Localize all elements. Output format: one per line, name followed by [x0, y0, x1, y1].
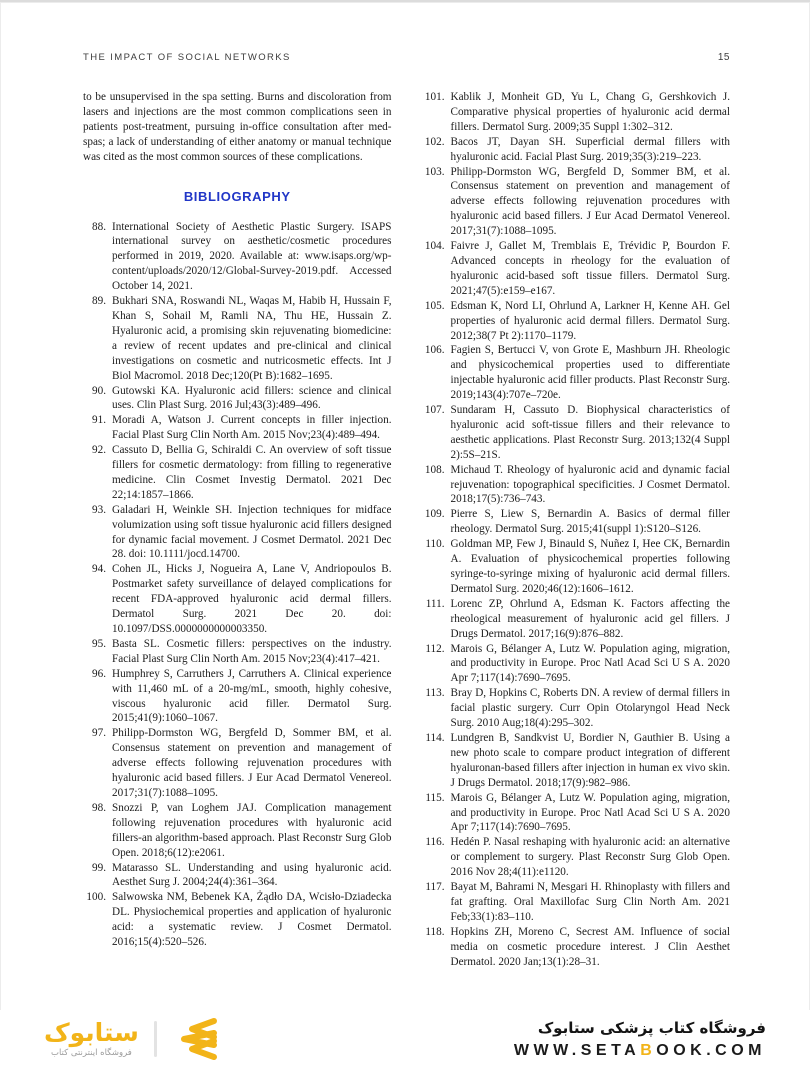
reference-text: Hopkins ZH, Moreno C, Secrest AM. Influence of social media on cosmetic procedure interest. J Clin Aesthet Dermatol. 2020 Jan;13(1):28–31.: [450, 925, 730, 968]
reference-number: 101.: [424, 91, 445, 103]
reference-text: Salwowska NM, Bebenek KA, Żądło DA, Wcisło-Dziadecka DL. Physiochemical properties and application of hyaluronic acid: a systematic review. J Cosmet Dermatol. 2016;15(4):520–526.: [112, 891, 392, 949]
reference-item: [422, 90, 731, 135]
reference-item: [83, 801, 392, 861]
reference-item: [422, 343, 731, 403]
footer-divider: [154, 1021, 157, 1057]
reference-text: Bray D, Hopkins C, Roberts DN. A review of dermal fillers in facial plastic surgery. Curr Opin Otolaryngol Head Neck Surg. 2010 Aug;18(4):295–302.: [450, 687, 730, 730]
reference-number: 111.: [425, 597, 445, 610]
reference-text: Marois G, Bélanger A, Lutz W. Population aging, migration, and productivity in Europe. Proc Natl Acad Sci U S A. 2020 Apr 7;117(14):7690–7695.: [450, 791, 730, 834]
url-accent-letter: B: [640, 1041, 657, 1059]
brand-name-fa: ستابوک: [44, 1018, 139, 1047]
reference-number: 112.: [425, 642, 445, 655]
reference-text: Fagien S, Bertucci V, von Grote E, Mashburn JH. Rheologic and physicochemical properties used to differentiate injectable hyaluronic acid filler products. Plast Reconstr Surg. 2019;143(4):707e–720e.: [450, 344, 730, 402]
reference-item: [83, 562, 392, 637]
reference-text: Cohen JL, Hicks J, Nogueira A, Lane V, Andriopoulos B. Postmarket safety surveillance of delayed complications for recent FDA-approved hyaluronic acid dermal fillers. Dermatol Surg. 2021 Dec 20. doi: 10.1097/DSS.0000000000003350.: [112, 563, 392, 635]
reference-text: International Society of Aesthetic Plastic Surgery. ISAPS international survey on aesthetic/cosmetic procedures performed in 2019, 2020. Available at: www.isaps.org/wp-content/uploads/2020/12/Global-Survey-2019.pdf. Accessed October 14, 2021.: [112, 220, 392, 293]
reference-number: 89.: [92, 295, 106, 308]
reference-item: [422, 642, 731, 687]
reference-number: 103.: [424, 165, 445, 178]
reference-item: [83, 413, 392, 443]
page-body: [83, 90, 730, 969]
reference-number: 110.: [425, 538, 445, 551]
reference-text: Humphrey S, Carruthers J, Carruthers A. Clinical experience with 11,460 mL of a 20-mg/mL, smooth, highly cohesive, viscous hyaluronic acid filler. Dermatol Surg. 2015;41(9):1060–1067.: [112, 667, 392, 725]
reference-number: 104.: [424, 240, 445, 253]
reference-text: Philipp-Dormston WG, Bergfeld D, Sommer BM, et al. Consensus statement on prevention and management of adverse effects following rejuvenation procedures with hyaluronic acid based fillers. J Eur Acad Dermatol Venereol. 2017;31(7):1088–1095.: [450, 165, 730, 238]
reference-number: 95.: [92, 637, 106, 650]
reference-list-right: [422, 90, 731, 969]
reference-number: 97.: [92, 727, 106, 740]
reference-item: [422, 686, 731, 731]
reference-number: 93.: [92, 503, 106, 516]
reference-text: Sundaram H, Cassuto D. Biophysical characteristics of hyaluronic acid soft-tissue fillers and their relevance to aesthetic applications. Plast Reconstr Surg. 2013;132(4 Suppl 2):5S–21S.: [450, 404, 730, 461]
reference-item: [83, 667, 392, 727]
reference-item: [422, 791, 731, 836]
reference-text: Faivre J, Gallet M, Tremblais E, Trévidic P, Bourdon F. Advanced concepts in rheology for the evaluation of hyaluronic acid-based soft tissue fillers. Dermatol Surg. 2021;47(5):e159–e167.: [450, 240, 730, 297]
reference-number: 92.: [92, 444, 106, 457]
reference-item: [422, 731, 731, 791]
reference-item: [83, 861, 392, 891]
reference-item: [422, 925, 731, 970]
intro-paragraph: to be unsupervised in the spa setting. Burns and discoloration from lasers and injections are the most common complications seen in patients post-treatment, pursuing in-office consultation after med-spas; a lack of understanding of either anatomy or manual technique was cited as the most common sources of these complications.: [83, 91, 392, 163]
reference-number: 108.: [424, 463, 445, 476]
reference-item: [422, 507, 731, 537]
reference-text: Edsman K, Nord LI, Ohrlund A, Larkner H, Kenne AH. Gel properties of hyaluronic acid dermal fillers. Dermatol Surg. 2012;38(7 Pt 2):1170–1179.: [450, 299, 730, 342]
reference-number: 91.: [92, 414, 106, 427]
reference-item: [83, 294, 392, 383]
reference-number: 109.: [424, 508, 445, 521]
reference-number: 118.: [425, 925, 445, 938]
reference-number: 102.: [424, 135, 445, 148]
left-column: [83, 90, 392, 969]
bibliography-heading: BIBLIOGRAPHY: [183, 188, 291, 204]
reference-number: 90.: [92, 384, 106, 397]
reference-item: [83, 890, 392, 950]
reference-number: 96.: [92, 667, 106, 680]
reference-number: 98.: [92, 801, 106, 814]
reference-item: [83, 220, 392, 295]
reference-item: [83, 503, 392, 563]
reference-item: [422, 463, 731, 508]
reference-text: Basta SL. Cosmetic fillers: perspectives on the industry. Facial Plast Surg Clin North Am. 2015 Nov;23(4):417–421.: [112, 637, 392, 665]
publisher-footer: [0, 1010, 810, 1080]
reference-text: Gutowski KA. Hyaluronic acid fillers: science and clinical uses. Clin Plast Surg. 2016 Jul;43(3):489–496.: [112, 384, 392, 412]
website-url: [514, 1042, 766, 1060]
url-segment: WWW.SETA: [513, 1041, 641, 1059]
url-segment: OOK.COM: [656, 1041, 766, 1059]
reference-item: [422, 239, 731, 299]
reference-list-left: [83, 220, 392, 950]
reference-number: 105.: [424, 299, 445, 312]
reference-item: [83, 443, 392, 503]
reference-item: [422, 299, 731, 344]
reference-text: Lorenc ZP, Ohrlund A, Edsman K. Factors affecting the rheological measurement of hyaluronic acid gel fillers. J Drugs Dermatol. 2017;16(9):876–882.: [450, 597, 730, 640]
reference-item: [422, 403, 731, 463]
reference-number: 88.: [92, 220, 106, 233]
footer-brand-group: [44, 1017, 218, 1061]
reference-text: Snozzi P, van Loghem JAJ. Complication management following rejuvenation procedures with hyaluronic acid fillers-an algorithm-based approach. Plast Reconstr Surg Glob Open. 2018;6(12):e2061.: [112, 801, 392, 859]
reference-text: Lundgren B, Sandkvist U, Bordier N, Gauthier B. Using a new photo scale to compare product integration of different hyaluronan-based fillers after injection in human ex vivo skin. J Drugs Dermatol. 2018;17(9):982–986.: [450, 731, 730, 789]
reference-item: [422, 597, 731, 642]
reference-item: [422, 135, 731, 165]
page-number: 15: [717, 52, 730, 63]
reference-text: Kablik J, Monheit GD, Yu L, Chang G, Gershkovich J. Comparative physical properties of hyaluronic acid dermal fillers. Dermatol Surg. 2009;35 Suppl 1:302–312.: [450, 91, 730, 133]
reference-text: Cassuto D, Bellia G, Schiraldi C. An overview of soft tissue fillers for cosmetic dermatology: from filling to regenerative medicine. Clin Cosmet Investig Dermatol. 2021 Dec 22;14:1857–1866.: [112, 444, 392, 501]
reference-text: Pierre S, Liew S, Bernardin A. Basics of dermal filler rheology. Dermatol Surg. 2015;41(suppl 1):S120–S126.: [450, 508, 730, 536]
reference-number: 100.: [86, 891, 106, 904]
right-column: [422, 90, 731, 969]
reference-text: Bayat M, Bahrami N, Mesgari H. Rhinoplasty with fillers and fat grafting. Oral Maxillofac Surg Clin North Am. 2021 Feb;33(1):83–110.: [450, 881, 730, 923]
reference-item: [422, 537, 731, 597]
reference-text: Bukhari SNA, Roswandi NL, Waqas M, Habib H, Hussain F, Khan S, Sohail M, Ramli NA, Thu HE, Hussain Z. Hyaluronic acid, a promising skin rejuvenating biomedicine: a review of recent updates and pre-clinical and clinical investigations on cosmetic and nutricosmetic effects. Int J Biol Macromol. 2018 Dec;120(Pt B):1682–1695.: [112, 295, 392, 382]
reference-number: 94.: [92, 563, 106, 576]
brand-subtitle-fa: فروشگاه اینترنتی کتاب: [50, 1048, 132, 1058]
reference-number: 99.: [92, 861, 106, 874]
reference-text: Galadari H, Weinkle SH. Injection techniques for midface volumization using soft tissue hyaluronic acid fillers designed for dynamic facial movement. J Cosmet Dermatol. 2021 Dec 28. doi: 10.1111/jocd.14700.: [112, 503, 392, 561]
running-title: THE IMPACT OF SOCIAL NETWORKS: [83, 52, 291, 63]
store-title-fa: فروشگاه کتاب پزشکی ستابوک: [537, 1018, 766, 1037]
reference-number: 113.: [425, 687, 445, 700]
reference-item: [83, 384, 392, 414]
reference-text: Hedén P. Nasal reshaping with hyaluronic acid: an alternative or complement to surgery. Plast Reconstr Surg Glob Open. 2016 Nov 28;4(11):e1120.: [450, 836, 730, 879]
reference-text: Michaud T. Rheology of hyaluronic acid and dynamic facial rejuvenation: topographical specificities. J Cosmet Dermatol. 2018;17(5):736–743.: [450, 463, 730, 506]
reference-item: [422, 165, 731, 240]
reference-item: [83, 637, 392, 667]
reference-text: Philipp-Dormston WG, Bergfeld D, Sommer BM, et al. Consensus statement on prevention and management of adverse effects following rejuvenation procedures with hyaluronic acid based fillers. J Eur Acad Dermatol Venereol. 2017;31(7):1088–1095.: [112, 727, 392, 799]
reference-text: Moradi A, Watson J. Current concepts in filler injection. Facial Plast Surg Clin North Am. 2015 Nov;23(4):489–494.: [112, 414, 392, 442]
reference-text: Bacos JT, Dayan SH. Superficial dermal fillers with hyaluronic acid. Facial Plast Surg. 2019;35(3):219–223.: [450, 135, 730, 163]
reference-number: 115.: [425, 791, 445, 804]
reference-item: [422, 835, 731, 880]
reference-number: 106.: [424, 344, 445, 357]
reference-number: 107.: [424, 404, 445, 417]
reference-number: 117.: [425, 881, 445, 894]
reference-text: Goldman MP, Few J, Binauld S, Nuñez I, Hee CK, Bernardin A. Evaluation of physicochemical properties following syringe-to-syringe mixing of hyaluronic acid dermal fillers. Dermatol Surg. 2020;46(12):1606–1612.: [450, 538, 730, 595]
setabook-chevron-icon: [172, 1017, 218, 1061]
setabook-wordmark: [44, 1020, 139, 1058]
reference-item: [83, 726, 392, 801]
page-header: [83, 52, 730, 63]
reference-text: Matarasso SL. Understanding and using hyaluronic acid. Aesthet Surg J. 2004;24(4):361–364.: [112, 861, 392, 889]
reference-item: [422, 880, 731, 925]
footer-store-group: [514, 1019, 766, 1060]
reference-number: 114.: [425, 731, 445, 744]
reference-text: Marois G, Bélanger A, Lutz W. Population aging, migration, and productivity in Europe. Proc Natl Acad Sci U S A. 2020 Apr 7;117(14):7690–7695.: [450, 642, 730, 685]
reference-number: 116.: [425, 836, 445, 849]
